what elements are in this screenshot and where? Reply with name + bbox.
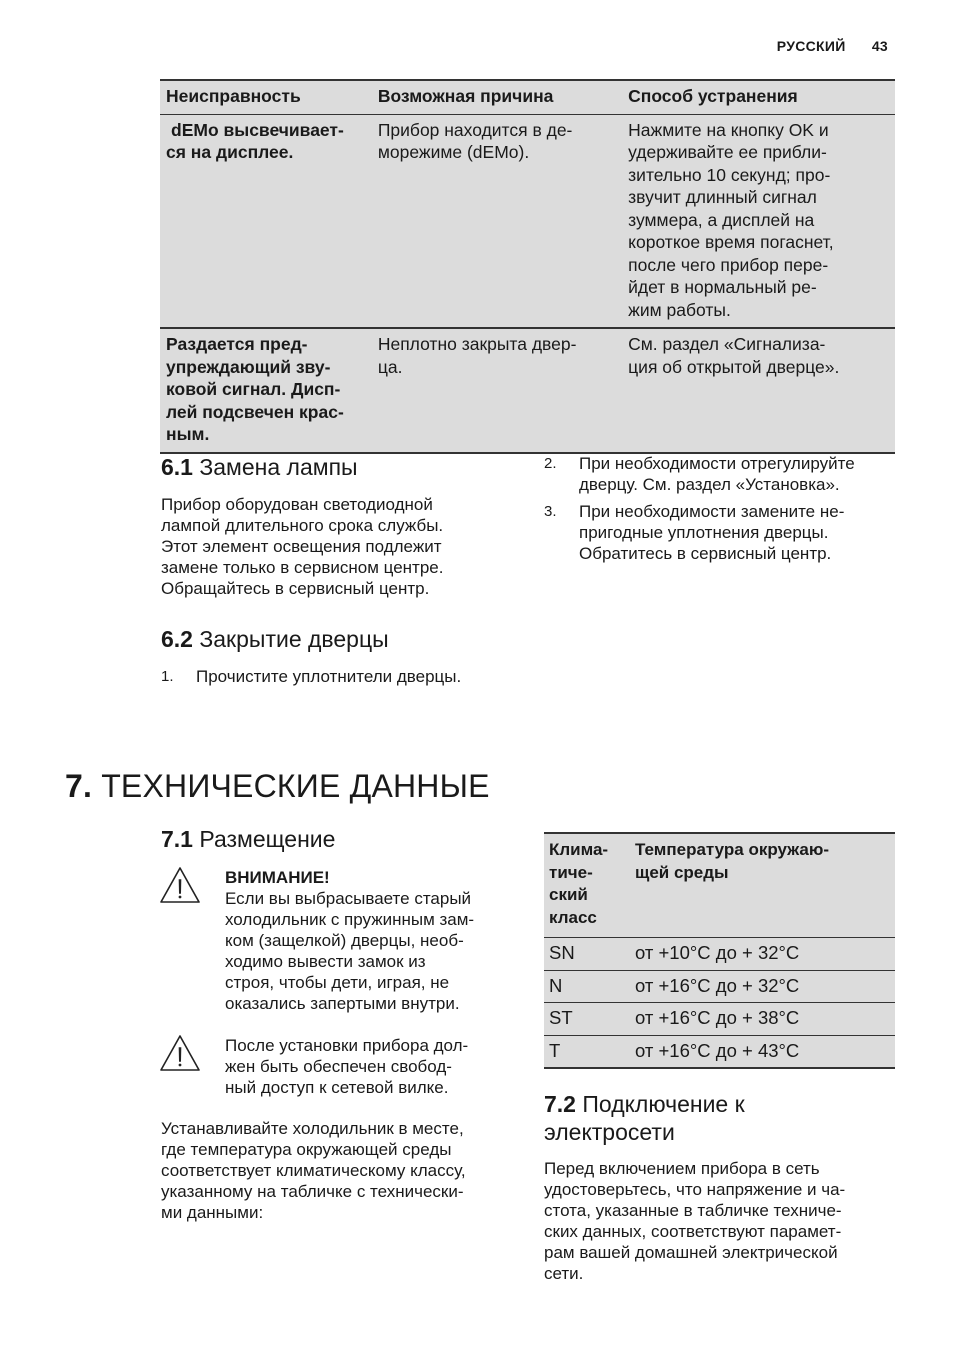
- section-7-2-heading: [544, 1090, 745, 1146]
- list-number: 1.: [161, 668, 174, 685]
- climate-class-cell: SN: [544, 938, 630, 971]
- cell-line: ция об открытой дверце».: [628, 356, 840, 377]
- column-header: Неисправность: [160, 80, 372, 114]
- column-header: [630, 833, 895, 938]
- climate-class-cell: ST: [544, 1003, 630, 1036]
- section-title: Подключение к: [582, 1091, 745, 1117]
- paragraph-line: Если вы выбрасываете старый: [225, 889, 472, 908]
- list-text: Обратитесь в сервисный центр.: [579, 544, 832, 563]
- paragraph-line: соответствует климатическому классу,: [161, 1161, 466, 1180]
- paragraph-line: ходимо вывести замок из: [225, 952, 426, 971]
- table-row: [544, 970, 895, 1003]
- cell-line: Раздается пред-: [166, 334, 308, 354]
- problem-cell: [160, 114, 372, 328]
- paragraph-line: оказались запертыми внутри.: [225, 994, 460, 1013]
- cell-line: звучит длинный сигнал: [628, 187, 817, 207]
- table-row: [544, 1035, 895, 1068]
- section-title: Замена лампы: [199, 454, 358, 480]
- cell-line: йдет в нормальный ре-: [628, 277, 817, 297]
- climate-class-cell: T: [544, 1035, 630, 1068]
- section-number: 6.2: [161, 626, 193, 652]
- paragraph-line: ный доступ к сетевой вилке.: [225, 1078, 449, 1097]
- header-line: тиче-: [549, 862, 593, 882]
- cell-line: упреждающий зву-: [166, 356, 331, 377]
- paragraph-line: замене только в сервисном центре.: [161, 558, 444, 577]
- paragraph-line: строя, чтобы дети, играя, не: [225, 973, 450, 992]
- column-header: Способ устранения: [622, 80, 895, 114]
- paragraph-line: Этот элемент освещения подлежит: [161, 537, 442, 556]
- list-text: При необходимости замените не-: [579, 502, 845, 521]
- warning-title: ВНИМАНИЕ!: [225, 868, 330, 887]
- header-line: щей среды: [635, 862, 729, 882]
- table-row: [544, 1003, 895, 1036]
- cause-cell: [372, 114, 622, 328]
- list-text: дверцу. См. раздел «Установка».: [579, 475, 840, 494]
- chapter-7-heading: [65, 767, 490, 805]
- cell-line: ным.: [166, 424, 210, 444]
- cell-line: Нажмите на кнопку OK и: [628, 119, 829, 140]
- table-row: [160, 114, 895, 328]
- cell-line: жим работы.: [628, 299, 731, 320]
- remedy-cell: [622, 114, 895, 328]
- cause-cell: [372, 328, 622, 453]
- list-text: пригодные уплотнения дверцы.: [579, 523, 829, 542]
- cell-line: после чего прибор пере-: [628, 254, 829, 275]
- paragraph-line: После установки прибора дол-: [225, 1036, 469, 1055]
- chapter-title: ТЕХНИЧЕСКИЕ ДАННЫЕ: [101, 768, 490, 804]
- paragraph-line: лампой длительного срока службы.: [161, 516, 444, 535]
- paragraph-line: холодильник с пружинным зам-: [225, 910, 475, 929]
- cell-line: ковой сигнал. Дисп-: [166, 379, 341, 399]
- section-7-1-heading: [161, 825, 335, 853]
- list-text: При необходимости отрегулируйте: [579, 454, 855, 473]
- cell-line: лей подсвечен крас-: [166, 401, 344, 422]
- section-7-2-body: [544, 1158, 845, 1284]
- language-label: РУССКИЙ: [776, 38, 846, 54]
- list-number: 3.: [544, 503, 557, 520]
- cell-line: dEMo высвечивает-: [171, 119, 344, 140]
- column-header: Возможная причина: [372, 80, 622, 114]
- paragraph-line: рам вашей домашней электрической: [544, 1243, 838, 1262]
- paragraph-line: удостоверьтесь, что напряжение и ча-: [544, 1180, 846, 1199]
- column-header: [544, 833, 630, 938]
- header-line: Температура окружаю-: [635, 840, 830, 859]
- paragraph-line: Прибор оборудован светодиодной: [161, 495, 433, 514]
- cell-line: короткое время погаснет,: [628, 232, 834, 252]
- cell-line: ся на дисплее.: [166, 142, 294, 162]
- paragraph-line: указанному на табличке с технически-: [161, 1182, 464, 1201]
- section-title: Размещение: [199, 826, 336, 852]
- warning-icon: [159, 866, 201, 909]
- paragraph-line: Обращайтесь в сервисный центр.: [161, 579, 430, 598]
- temperature-cell: от +16°C до + 43°C: [630, 1035, 895, 1068]
- troubleshooting-table: [160, 79, 895, 454]
- section-number: 7.1: [161, 826, 193, 852]
- cell-line: удерживайте ее прибли-: [628, 142, 827, 162]
- header-line: ский: [549, 885, 588, 904]
- cell-line: зуммера, а дисплей на: [628, 209, 815, 230]
- table-header-row: [544, 833, 895, 938]
- warning-icon: [159, 1034, 201, 1077]
- problem-cell: [160, 328, 372, 453]
- remedy-cell: [622, 328, 895, 453]
- section-7-1-body: [161, 1118, 466, 1223]
- section-title: Закрытие дверцы: [199, 626, 389, 652]
- section-6-2-heading: [161, 625, 389, 653]
- page-number: 43: [871, 38, 888, 54]
- warning-text: [225, 867, 474, 1014]
- cell-line: См. раздел «Сигнализа-: [628, 334, 826, 354]
- temperature-cell: от +16°C до + 38°C: [630, 1003, 895, 1036]
- page-header: [777, 38, 888, 54]
- temperature-cell: от +16°C до + 32°C: [630, 970, 895, 1003]
- section-number: 6.1: [161, 454, 193, 480]
- climate-class-cell: N: [544, 970, 630, 1003]
- paragraph-line: ских данных, соответствуют парамет-: [544, 1222, 842, 1241]
- table-row: [544, 938, 895, 971]
- cell-line: зительно 10 секунд; про-: [628, 164, 831, 185]
- paragraph-line: ком (защелкой) дверцы, необ-: [225, 931, 464, 950]
- section-6-1-body: [161, 494, 443, 599]
- header-line: класс: [549, 907, 597, 927]
- table-row: [160, 328, 895, 453]
- notice-text: [225, 1035, 468, 1098]
- climate-class-table: [544, 832, 895, 1069]
- paragraph-line: Устанавливайте холодильник в месте,: [161, 1119, 464, 1138]
- paragraph-line: сети.: [544, 1264, 584, 1283]
- cell-line: морежиме (dEMo).: [377, 142, 530, 162]
- paragraph-line: Перед включением прибора в сеть: [544, 1159, 820, 1178]
- temperature-cell: от +10°C до + 32°C: [630, 938, 895, 971]
- cell-line: Прибор находится в де-: [377, 119, 573, 140]
- cell-line: Неплотно закрыта двер-: [377, 334, 577, 354]
- paragraph-line: жен быть обеспечен свобод-: [225, 1057, 452, 1076]
- list-number: 2.: [544, 455, 557, 472]
- section-title: электросети: [544, 1119, 675, 1145]
- section-number: 7.2: [544, 1091, 576, 1117]
- chapter-number: 7.: [65, 768, 93, 804]
- section-6-1-heading: [161, 453, 358, 481]
- table-header-row: [160, 80, 895, 114]
- paragraph-line: ми данными:: [161, 1203, 264, 1222]
- paragraph-line: где температура окружающей среды: [161, 1140, 452, 1159]
- paragraph-line: стота, указанные в табличке техниче-: [544, 1201, 842, 1220]
- cell-line: ца.: [377, 356, 403, 377]
- header-line: Клима-: [549, 840, 609, 859]
- list-text: Прочистите уплотнители дверцы.: [196, 667, 462, 686]
